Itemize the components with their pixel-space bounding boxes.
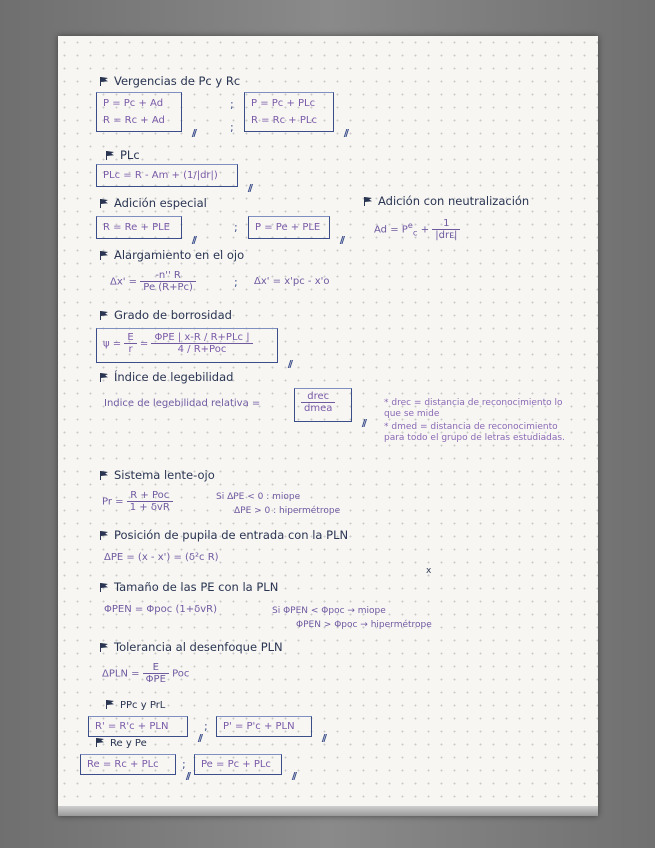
heading-legibilidad: Índice de legebilidad [100,370,233,384]
formula-box-ppc: R' = R'c + PLN // [88,716,188,737]
formula-tamano-pe: ΦPEN = Φpoc (1+δvR) [104,604,217,615]
formula-box-borrosidad: ψ = $\frac{E}{r}$ = $\frac{\text{ΦPE | x-R / R+PLc |}}{\text{4 / R+Poc}}$ // [96,328,278,363]
separator: ; [230,98,234,111]
formula-box-legibilidad: $\frac{\text{drec}}{\text{dmea}}$ // [294,388,352,422]
legibilidad-label: Indice de legebilidad relativa = [104,398,261,409]
heading-tolerancia: Tolerancia al desenfoque PLN [100,640,283,654]
notebook-page [58,36,598,816]
flag-icon [364,197,373,206]
heading-vergencias: Vergencias de Pc y Rc [100,74,240,88]
flag-icon [100,77,109,86]
condition-miope: Si ΔPE < 0 : miope [216,492,301,502]
formula-adicion-neutralizacion: $Ad = P^e_c$ + $\frac{1}{\text{|drᴇ|}}$ [374,218,460,241]
formula-box-adicion-especial-r: R = Re + PLE // [96,216,182,239]
formula-box-plc: PLc = R - Am + (1/|dr|) // [96,164,238,187]
formula-box-vergencias-ad: P = Pc + Ad R = Rc + Ad // [96,92,182,132]
formula-alargamiento: Δx' = $\frac{-n'' R}{Pe (R+Pc)}$ [110,270,196,293]
flag-icon [100,531,109,540]
formula-box-prl: P' = P'c + PLN // [216,716,312,737]
flag-icon [100,199,109,208]
heading-tamano-pe: Tamaño de las PE con la PLN [100,580,278,594]
flag-icon [106,151,115,160]
formula-box-vergencias-plc: P = Pc + PLc R = Rc + PLc // [244,92,334,132]
flag-icon [100,471,109,480]
flag-icon [100,643,109,652]
formula-posicion-pupila: ΔPE = (x - x') = (δ²c R) [104,552,219,563]
separator: ; [230,121,234,134]
stray-mark: x [426,566,432,576]
formula-tolerancia: ΔPLN = $\frac{E}{\text{ΦPE}}$ Poc [102,662,190,685]
flag-icon [106,700,115,709]
note-dmed: * dmed = distancia de reconocimiento para todo el grupo de letras estudiadas. [384,422,565,443]
flag-icon [100,311,109,320]
heading-adicion-especial: Adición especial [100,196,207,210]
page-edge-shadow [58,806,598,816]
separator: ; [182,758,186,771]
flag-icon [100,251,109,260]
separator: ; [204,720,208,733]
heading-ppc-prl: PPc y PrL [106,700,165,711]
heading-alargamiento: Alargamiento en el ojo [100,248,244,262]
heading-re-pe: Re y Pe [96,738,147,749]
formula-box-re: Re = Rc + PLc // [80,754,176,775]
flag-icon [100,373,109,382]
separator: ; [234,221,238,234]
heading-adicion-neutralizacion: Adición con neutralización [364,194,529,208]
heading-posicion-pupila: Posición de pupila de entrada con la PLN [100,528,348,542]
condition-tamano-miope: Si ΦPEN < Φpoc → miope [272,606,386,616]
formula-alargamiento-rhs: Δx' = x'pc - x'o [254,276,330,287]
formula-box-adicion-especial-p: P = Pe + PLE // [248,216,330,239]
formula-box-pe: Pe = Pc + PLc // [194,754,282,775]
heading-plc: PLc [106,148,140,162]
flag-icon [96,738,105,747]
heading-sistema-lente-ojo: Sistema lente-ojo [100,468,215,482]
note-drec: * drec = distancia de reconocimiento lo que se mide [384,398,563,419]
flag-icon [100,583,109,592]
heading-borrosidad: Grado de borrosidad [100,308,232,322]
condition-tamano-hipermetrope: ΦPEN > Φpoc → hipermétrope [296,620,432,630]
formula-sistema: Pr = $\frac{\text{R + Poc}}{\text{1 + δvR}}$ [102,490,173,513]
condition-hipermetrope: ΔPE > 0 : hipermétrope [234,506,341,516]
separator: ; [234,276,238,289]
